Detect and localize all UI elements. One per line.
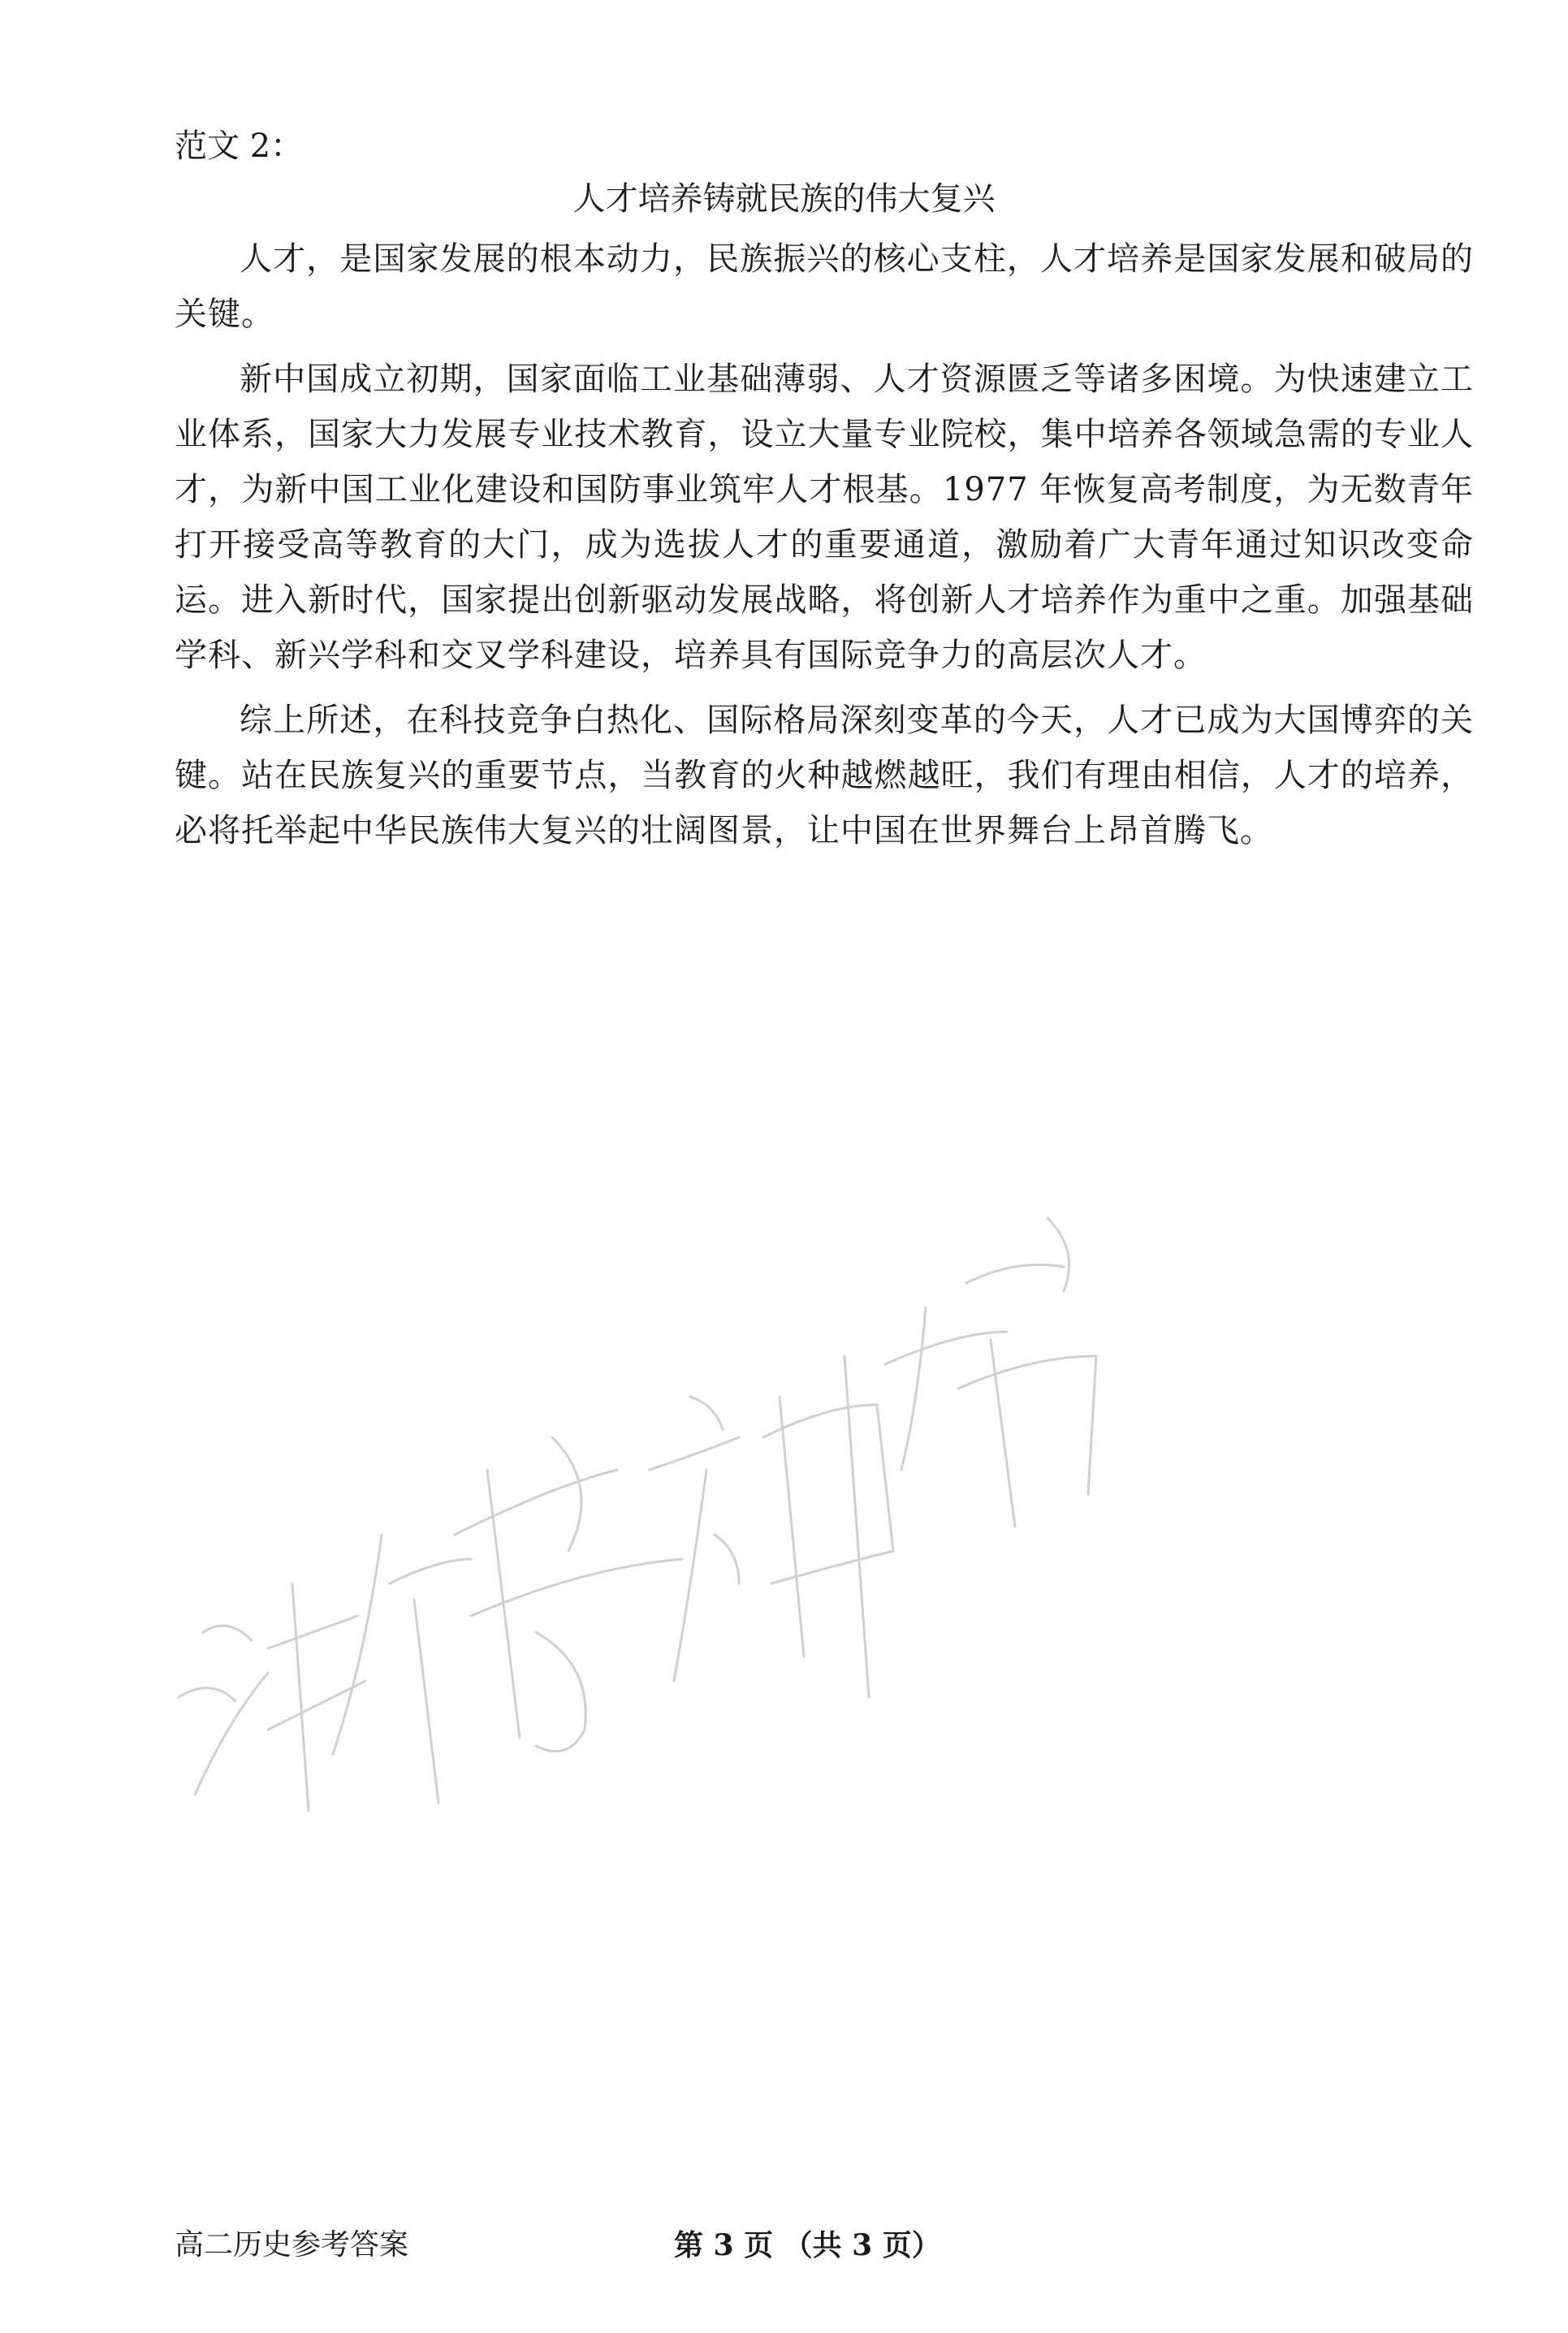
paragraph-3: 综上所述，在科技竞争白热化、国际格局深刻变革的今天，人才已成为大国博弈的关键。站在民族复兴的重要节点，当教育的火种越燃越旺，我们有理由相信，人才的培养，必将托举起中华民族伟大复兴的壮阔图景，让中国在世界舞台上昂首腾飞。 (175, 702, 1474, 849)
watermark-logo-icon (146, 1015, 1202, 1827)
footer-subject: 高二历史参考答案 (175, 2228, 409, 2262)
paragraph-1: 人才，是国家发展的根本动力，民族振兴的核心支柱，人才培养是国家发展和破局的关键。 (175, 240, 1474, 333)
paragraph-2: 新中国成立初期，国家面临工业基础薄弱、人才资源匮乏等诸多困境。为快速建立工业体系，国家大力发展专业技术教育，设立大量专业院校，集中培养各领域急需的专业人才，为新中国工业化建设和国防事业筑牢人才根基。1977 年恢复高考制度，为无数青年打开接受高等教育的大门，成为选拔人才的重要通道，激励着广大青年通过知识改变命运。进入新时代，国家提出创新驱动发展战略，将创新人才培养作为重中之重。加强基础学科、新兴学科和交叉学科建设，培养具有国际竞争力的高层次人才。 (175, 361, 1474, 674)
footer-page-number: 第 3 页 （共 3 页） (674, 2228, 941, 2262)
page-footer (0, 2221, 1568, 2270)
watermark-logo (146, 1015, 1202, 1827)
essay-body (175, 231, 1474, 868)
sample-label: 范文 2： (175, 127, 304, 165)
essay-title: 人才培养铸就民族的伟大复兴 (572, 180, 996, 218)
